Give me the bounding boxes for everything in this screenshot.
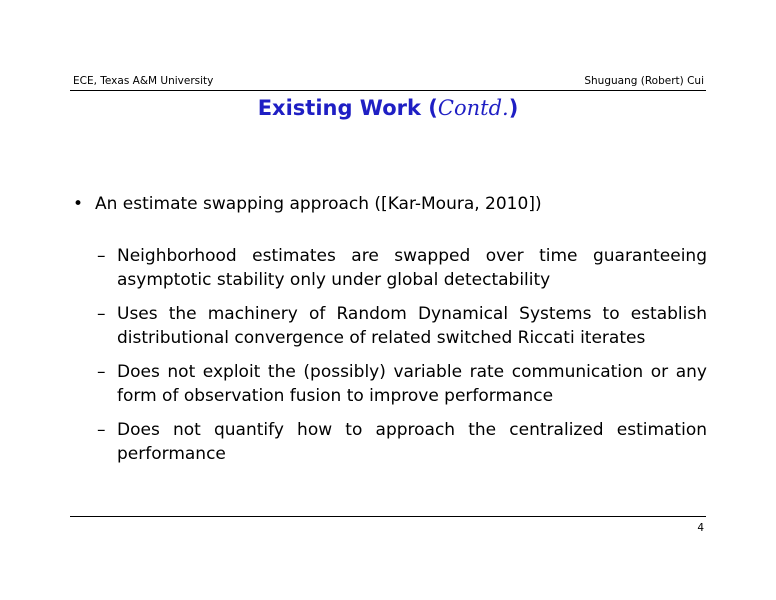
slide-title-main: Existing Work ( bbox=[257, 96, 438, 120]
bullet-text: An estimate swapping approach ([Kar-Moura, 2010]) bbox=[95, 194, 542, 214]
sub-bullet-1 bbox=[97, 244, 707, 292]
sub-bullet-3 bbox=[97, 360, 707, 408]
page-number: 4 bbox=[697, 522, 704, 534]
slide-title-close: ) bbox=[508, 96, 519, 120]
slide-title-italic: Contd. bbox=[437, 96, 509, 120]
sub-bullet-marker: – bbox=[97, 304, 106, 324]
header-author: Shuguang (Robert) Cui bbox=[584, 75, 704, 87]
sub-bullet-text: Uses the machinery of Random Dynamical Systems to establish distributional convergence of related switched Riccati iterates bbox=[117, 304, 707, 348]
sub-bullet-text: Neighborhood estimates are swapped over time guaranteeing asymptotic stability only under global detectability bbox=[117, 246, 707, 290]
slide-title bbox=[0, 96, 776, 120]
sub-bullet-4 bbox=[97, 418, 707, 466]
sub-bullet-list bbox=[97, 244, 707, 476]
sub-bullet-marker: – bbox=[97, 246, 106, 266]
bullet-marker: • bbox=[73, 194, 84, 214]
sub-bullet-2 bbox=[97, 302, 707, 350]
sub-bullet-marker: – bbox=[97, 362, 106, 382]
header-divider bbox=[70, 90, 706, 91]
header-affiliation: ECE, Texas A&M University bbox=[73, 75, 214, 87]
sub-bullet-marker: – bbox=[97, 420, 106, 440]
footer-divider bbox=[70, 516, 706, 517]
sub-bullet-text: Does not quantify how to approach the centralized estimation performance bbox=[117, 420, 707, 464]
sub-bullet-text: Does not exploit the (possibly) variable rate communication or any form of observation fusion to improve performance bbox=[117, 362, 707, 406]
